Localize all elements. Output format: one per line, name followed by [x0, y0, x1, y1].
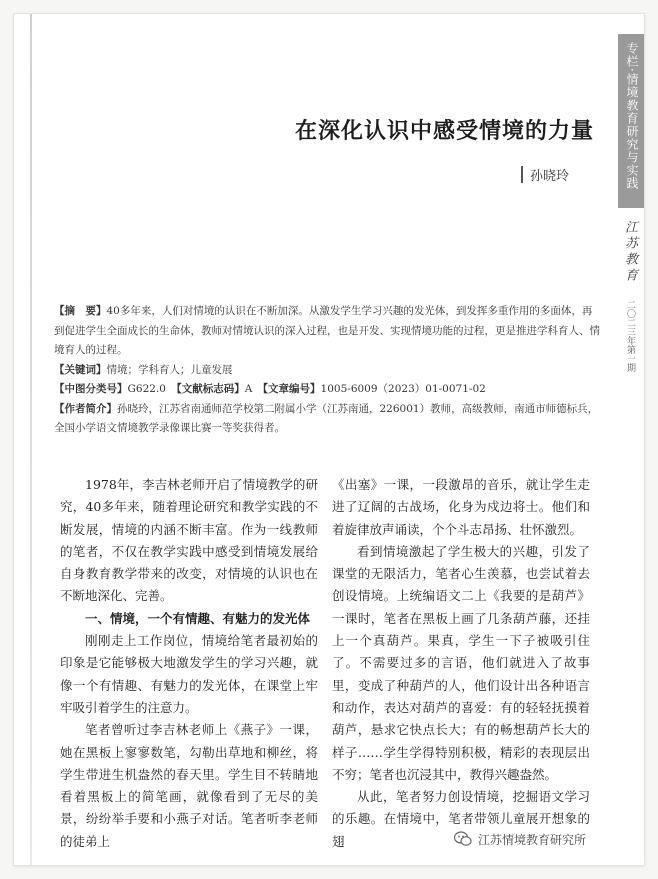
- wechat-icon: [454, 831, 472, 847]
- author-intro: [54, 400, 602, 439]
- article-number-value: 1005-6009（2023）01-0071-02: [320, 383, 486, 395]
- source-watermark: [454, 829, 634, 849]
- article-number-label: 【文章编号】: [262, 383, 321, 395]
- body-paragraph: 看到情境激起了学生极大的兴趣，引发了课堂的无限活力，笔者心生羡慕，也尝试着去创设情境。上统编语文二上《我要的是葫芦》一课时，笔者在黑板上画了几条葫芦藤，还挂上一个真葫芦。果真，学生一下子被吸引住了。不需要过多的言语，他们就进入了故事里，变成了种葫芦的人，他们设计出各种语言和动作，表达对葫芦的喜爱：有的轻轻抚摸着葫芦，悬求它快点长大；有的畅想葫芦长大的样子……学生学得特别积极，精彩的表现层出不穷；笔者也沉浸其中，教得兴趣盎然。: [332, 543, 590, 782]
- source-watermark-text: 江苏情境教育研究所: [478, 833, 587, 847]
- clc-value: G622.0: [127, 383, 166, 395]
- abstract-text: 40多年来，人们对情境的认识在不断加深。从激发学生学习兴趣的发光体，到发挥多重作用的多面体，再到促进学生全面成长的生命体，教师对情境认识的深入过程，也是开发、实现情境功能的过程，更是推进学科育人、情境育人的过程。: [54, 305, 600, 356]
- section-heading: 一、情境，一个有情趣、有魅力的发光体: [85, 610, 311, 626]
- classification-line: [54, 380, 602, 400]
- article-metadata: [54, 302, 602, 439]
- body-paragraph: 《出塞》一课，一段激昂的音乐，就让学生走进了辽阔的古战场，化身为戍边将士。他们和着旋律放声诵读，个个斗志昂扬、壮怀激烈。: [332, 477, 590, 537]
- clc-label: 【中图分类号】: [54, 383, 128, 395]
- body-paragraph: 笔者曾听过李吉林老师上《燕子》一课，她在黑板上寥寥数笔，勾勒出草地和柳丝，将学生带进生机盎然的春天里。学生目不转睛地看着黑板上的简笔画，就像看到了无尽的美景，纷纷举手要和小燕子对话。笔者听李老师的徒弟上: [60, 722, 318, 849]
- body-paragraph: 从此，笔者努力创设情境，挖掘语文学习的乐趣。在情境中，笔者带领儿童展开想象的翅: [332, 789, 590, 849]
- journal-page: [14, 14, 644, 865]
- author-intro-text: 孙晓玲，江苏省南通师范学校第二附属小学（江苏南通，226001）教师，高级教师，南通市师德标兵，全国小学语文情境教学录像课比赛一等奖获得者。: [54, 402, 599, 434]
- keywords-label: 【关键词】: [54, 363, 107, 376]
- doc-code-label: 【文献标志码】: [176, 383, 245, 395]
- keywords-text: 情境；学科育人；儿童发展: [106, 363, 233, 376]
- abstract: [54, 302, 602, 361]
- doc-code-value: A: [244, 383, 253, 395]
- abstract-label: 【摘 要】: [54, 305, 107, 317]
- column-side-tab: [618, 34, 644, 208]
- scan-binding-edge: [30, 14, 32, 865]
- keywords: [54, 361, 602, 381]
- body-column-left: [60, 474, 318, 853]
- author-divider: [521, 166, 523, 183]
- body-paragraph: 1978年，李吉林老师开启了情境教学的研究，40多年来，随着理论研究和教学实践的不断发展，情境的内涵不断丰富。作为一线教师的笔者，不仅在教学实践中感受到情境发展给自身教育教学带来的改变，对情境的认识也在不断地深化、完善。: [60, 477, 318, 604]
- journal-issue: 二〇二三年第一期: [625, 300, 635, 372]
- article-title: 在深化认识中感受情境的力量: [294, 119, 594, 144]
- column-side-tab-label: 专栏·情境教育研究与实践: [625, 42, 639, 190]
- article-author: 孙晓玲: [530, 169, 570, 184]
- body-column-right: [332, 474, 590, 853]
- body-paragraph: 刚刚走上工作岗位，情境给笔者最初始的印象是它能够极大地激发学生的学习兴趣，就像一个有情趣、有魅力的发光体，在课堂上牢牢吸引着学生的注意力。: [60, 633, 318, 715]
- journal-masthead: [620, 220, 642, 380]
- journal-name: 江苏教育: [622, 220, 637, 284]
- author-intro-label: 【作者简介】: [54, 402, 117, 415]
